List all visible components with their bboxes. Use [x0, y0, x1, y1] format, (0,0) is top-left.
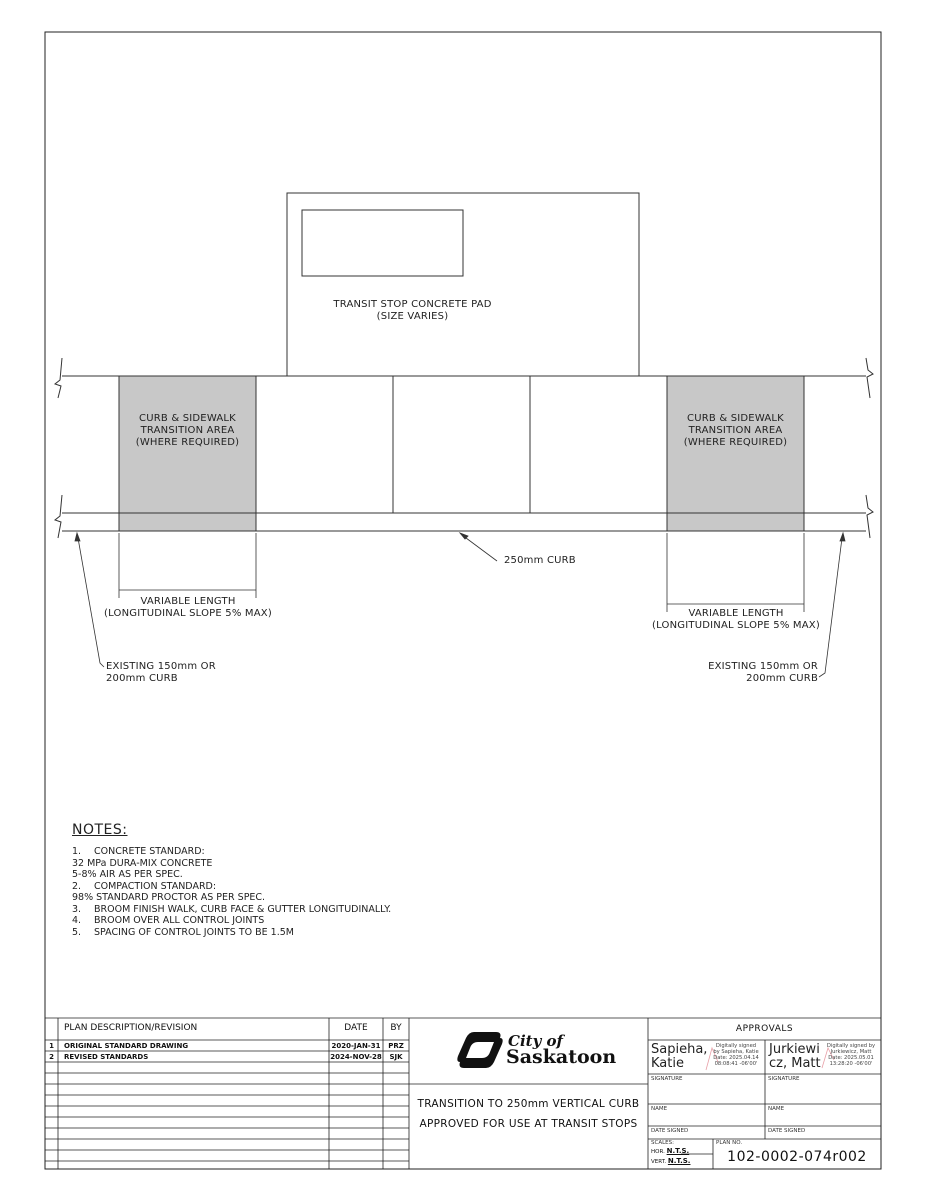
rev-row-1-desc: ORIGINAL STANDARD DRAWING	[64, 1042, 189, 1050]
existing-curb-right	[690, 661, 818, 685]
transition-right-line1: CURB & SIDEWALK	[687, 413, 784, 424]
rev-row-2-no: 2	[49, 1053, 54, 1061]
dimension-left	[119, 533, 256, 598]
scale-hor-value: N.T.S.	[666, 1147, 690, 1155]
rev-header-desc: PLAN DESCRIPTION/REVISION	[64, 1023, 198, 1033]
signature-label-1: SIGNATURE	[651, 1076, 683, 1082]
plan-no-value: 102-0002-074r002	[727, 1149, 867, 1165]
pad-label-line2: (SIZE VARIES)	[376, 311, 449, 322]
note-item	[72, 846, 391, 858]
existing-right-line1: EXISTING 150mm OR	[708, 661, 818, 672]
signer2-name-line2: cz, Matt	[769, 1056, 821, 1071]
variable-length-right	[638, 608, 834, 632]
note-number: 5.	[72, 926, 82, 938]
note-text: BROOM OVER ALL CONTROL JOINTS	[94, 915, 265, 926]
name-label-2: NAME	[768, 1106, 785, 1112]
scale-hor-label: HOR.	[651, 1149, 665, 1155]
signer2-name-line1: Jurkiewi	[769, 1042, 820, 1057]
existing-right-line2: 200mm CURB	[746, 673, 818, 684]
signer2-name	[769, 1043, 821, 1071]
existing-left-line2: 200mm CURB	[106, 673, 178, 684]
transition-area-right	[667, 376, 804, 531]
signer2-meta-1: Digitally signed by	[826, 1043, 876, 1049]
date-signed-label-1: DATE SIGNED	[651, 1128, 689, 1134]
pad-label-line1: TRANSIT STOP CONCRETE PAD	[333, 299, 492, 310]
note-text: BROOM FINISH WALK, CURB FACE & GUTTER LONGITUDINALLY.	[94, 903, 392, 915]
signature-label-2: SIGNATURE	[768, 1076, 800, 1082]
variable-left-line2: (LONGITUDINAL SLOPE 5% MAX)	[104, 608, 272, 619]
dimension-right	[667, 533, 804, 612]
signer2-meta-2: Jurkiewicz, Matt	[830, 1049, 872, 1055]
rev-header-date: DATE	[344, 1023, 368, 1033]
drawing-title	[409, 1094, 648, 1134]
signer1-meta-2: by Sapieha, Katie	[713, 1049, 759, 1055]
signer1-meta-4: 08:08:41 -06'00'	[714, 1061, 758, 1067]
name-label-1: NAME	[651, 1106, 668, 1112]
note-subitem: 98% STANDARD PROCTOR AS PER SPEC.	[72, 892, 266, 903]
existing-left-line1: EXISTING 150mm OR	[106, 661, 216, 672]
curb-250-leader	[460, 533, 497, 561]
note-text: CONCRETE STANDARD:	[94, 846, 205, 857]
note-item	[72, 927, 391, 939]
signer1-name-line1: Sapieha,	[651, 1042, 708, 1057]
scale-vert-value: N.T.S.	[667, 1157, 691, 1165]
plan-no-label: PLAN NO.	[716, 1140, 743, 1146]
transition-left-line1: CURB & SIDEWALK	[139, 413, 236, 424]
transition-left-line3: (WHERE REQUIRED)	[135, 437, 240, 448]
pad-label	[300, 299, 525, 323]
note-number: 3.	[72, 903, 82, 915]
signer1-meta-3: Date: 2025.04.14	[713, 1055, 759, 1061]
rev-row-2-desc: REVISED STANDARDS	[64, 1053, 149, 1061]
signer2-meta-4: 13:28:20 -06'00'	[829, 1061, 873, 1067]
transition-right-line3: (WHERE REQUIRED)	[683, 437, 788, 448]
signer2-meta	[822, 1043, 880, 1067]
variable-right-line2: (LONGITUDINAL SLOPE 5% MAX)	[652, 620, 820, 631]
rev-row-1-no: 1	[49, 1042, 54, 1050]
logo-city-of: City of	[508, 1032, 563, 1050]
note-number: 4.	[72, 915, 82, 926]
variable-length-left	[90, 596, 286, 620]
logo-saskatoon: Saskatoon	[506, 1046, 617, 1068]
rev-row-1-date: 2020-JAN-31	[331, 1042, 381, 1050]
variable-left-line1: VARIABLE LENGTH	[140, 596, 236, 607]
transition-label-left	[119, 413, 256, 449]
rev-row-1-by: PRZ	[388, 1042, 404, 1050]
transition-left-line2: TRANSITION AREA	[140, 425, 235, 436]
note-subitem: 5-8% AIR AS PER SPEC.	[72, 869, 183, 880]
note-text: COMPACTION STANDARD:	[94, 880, 217, 892]
signer1-name-line2: Katie	[651, 1056, 684, 1071]
transition-right-line2: TRANSITION AREA	[688, 425, 783, 436]
note-text: SPACING OF CONTROL JOINTS TO BE 1.5M	[94, 926, 294, 938]
notes-list	[72, 846, 391, 938]
signer2-meta-3: Date: 2025.05.01	[828, 1055, 874, 1061]
existing-curb-left	[106, 661, 216, 685]
city-logo	[452, 1020, 622, 1080]
note-number: 1.	[72, 846, 82, 857]
variable-right-line1: VARIABLE LENGTH	[688, 608, 784, 619]
rev-row-2-by: SJK	[389, 1053, 403, 1061]
scales-label: SCALES:	[651, 1140, 674, 1146]
drawing-title-line1: TRANSITION TO 250mm VERTICAL CURB	[417, 1098, 640, 1110]
scale-vert-label: VERT.	[651, 1159, 667, 1165]
approvals-header: APPROVALS	[735, 1024, 794, 1034]
notes-title: NOTES:	[72, 822, 128, 838]
signer1-meta	[708, 1043, 764, 1067]
note-number: 2.	[72, 880, 82, 892]
curb-250-label: 250mm CURB	[504, 555, 576, 566]
note-subitem: 32 MPa DURA-MIX CONCRETE	[72, 857, 213, 869]
note-item	[72, 881, 391, 893]
note-item	[72, 904, 391, 916]
saskatoon-logo-icon	[456, 1030, 504, 1070]
signer1-meta-1: Digitally signed	[715, 1043, 757, 1049]
scale-hor	[651, 1147, 689, 1155]
signer1-name	[651, 1043, 707, 1071]
date-signed-label-2: DATE SIGNED	[768, 1128, 806, 1134]
drawing-title-line2: APPROVED FOR USE AT TRANSIT STOPS	[419, 1118, 638, 1130]
rev-header-by: BY	[390, 1023, 402, 1033]
note-item	[72, 915, 391, 927]
scale-vert	[651, 1157, 690, 1165]
transition-label-right	[667, 413, 804, 449]
transition-area-left	[119, 376, 256, 531]
shelter-outline	[302, 210, 463, 276]
rev-row-2-date: 2024-NOV-28	[330, 1053, 382, 1061]
